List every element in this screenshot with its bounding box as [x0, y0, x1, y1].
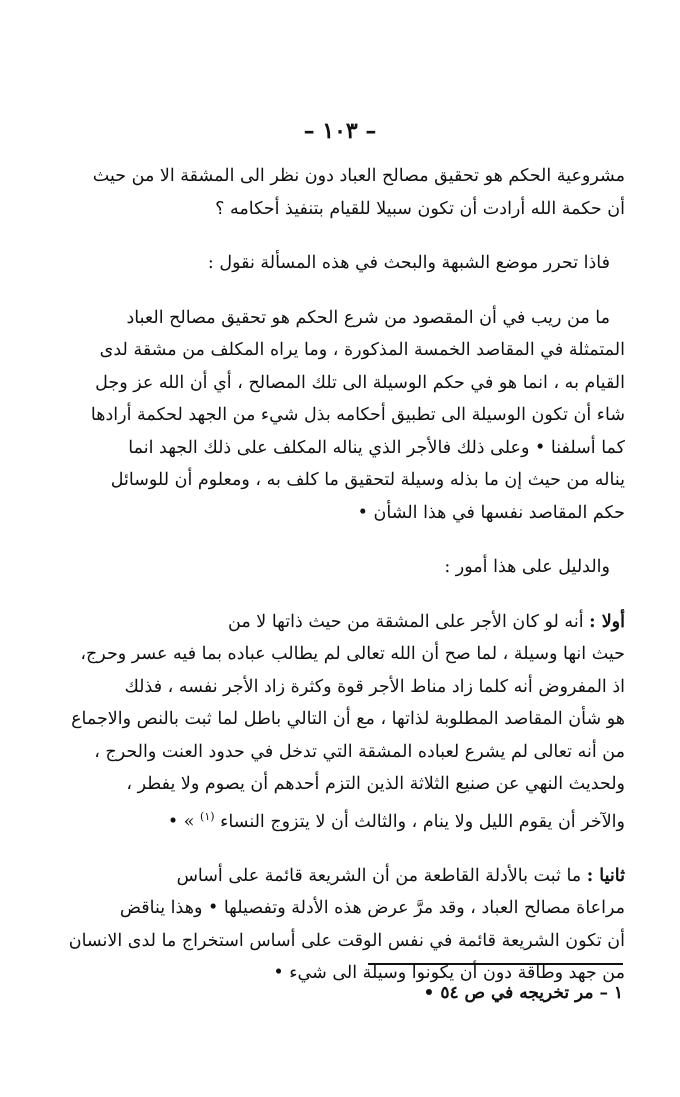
text-line: كما أسلفنا • وعلى ذلك فالأجر الذي يناله المكلف على ذلك الجهد انما: [128, 437, 625, 458]
text-line: هو شأن المقاصد المطلوبة لذاتها ، مع أن التالي باطل لما ثبت بالنص والاجماع: [71, 709, 625, 729]
paragraph-5: [50, 606, 625, 838]
text-line: المتمثلة في المقاصد الخمسة المذكورة ، وما يراه المكلف من مشقة لدى: [99, 340, 625, 360]
paragraph-1: [50, 160, 625, 225]
text-line: والدليل على هذا أمور :: [444, 557, 610, 577]
text-line: حكم المقاصد نفسها في هذا الشأن •: [357, 502, 625, 523]
paragraph-lead: أولا :: [589, 611, 625, 632]
text-line: أن تكون الشريعة قائمة في نفس الوقت على أساس استخراج ما لدى الانسان: [68, 930, 625, 951]
text-run: ما ثبت بالأدلة القاطعة من أن الشريعة قائمة على أساس: [176, 865, 582, 886]
footnote-separator: [368, 963, 623, 965]
text-line: مشروعية الحكم هو تحقيق مصالح العباد دون نظر الى المشقة الا من حيث: [92, 166, 625, 186]
text-line: اذ المفروض أنه كلما زاد مناط الأجر قوة وكثرة زاد الأجر نفسه ، فذلك: [124, 676, 625, 697]
text-line: ولحديث النهي عن صنيع الثلاثة الذين التزم أحدهم أن يصوم ولا يفطر ،: [126, 774, 625, 794]
text-line: حيث انها وسيلة ، لما صح أن الله تعالى لم يطالب عباده بما فيه عسر وحرج،: [80, 644, 625, 664]
text-run: والآخر أن يقوم الليل ولا ينام ، والثالث أن لا يتزوج النساء: [220, 811, 625, 832]
footnote: ١ – مر تخريجه في ص ٥٤ •: [423, 983, 623, 1003]
text-line: فاذا تحرر موضع الشبهة والبحث في هذه المسألة نقول :: [207, 253, 610, 273]
text-line: ما من ريب في أن المقصود من شرع الحكم هو تحقيق مصالح العباد: [126, 307, 610, 328]
text-line: من أنه تعالى لم يشرع لعباده المشقة التي تدخل في حدود العنت والحرج ،: [94, 741, 625, 762]
paragraph-3: [50, 302, 625, 530]
text-run: » •: [167, 811, 195, 832]
paragraph-2: [50, 247, 625, 280]
text-line: يناله من حيث إن ما بذله وسيلة لتحقيق ما كلف به ، ومعلوم أن للوسائل: [110, 470, 625, 490]
paragraph-4: [50, 551, 625, 584]
paragraph-lead: ثانيا :: [586, 865, 625, 886]
page-number: – ١٠٣ –: [303, 118, 377, 144]
text-line: مراعاة مصالح العباد ، وقد مرَّ عرض هذه الأدلة وتفصيلها • وهذا يناقض: [119, 898, 625, 919]
text-run: أنه لو كان الأجر على المشقة من حيث ذاتها لا من: [228, 611, 584, 632]
text-line: [50, 801, 625, 838]
text-line: أن حكمة الله أرادت أن تكون سبيلا للقيام بتنفيذ أحكامه ؟: [215, 198, 625, 219]
paragraph-6: [50, 860, 625, 990]
text-line: شاء أن تكون الوسيلة الى تطبيق أحكامه بذل شيء من الجهد لحكمة أرادها: [90, 405, 625, 425]
text-line: [50, 860, 625, 893]
text-line: القيام به ، انما هو في حكم الوسيلة الى تلك المصالح ، أي أن الله عز وجل: [95, 372, 625, 393]
text-line: [50, 606, 625, 639]
main-text: [50, 160, 625, 990]
text-line: من جهد وطاقة دون أن يكونوا وسيلة الى شيء •: [273, 963, 625, 984]
footnote-reference[interactable]: (١): [200, 809, 215, 823]
